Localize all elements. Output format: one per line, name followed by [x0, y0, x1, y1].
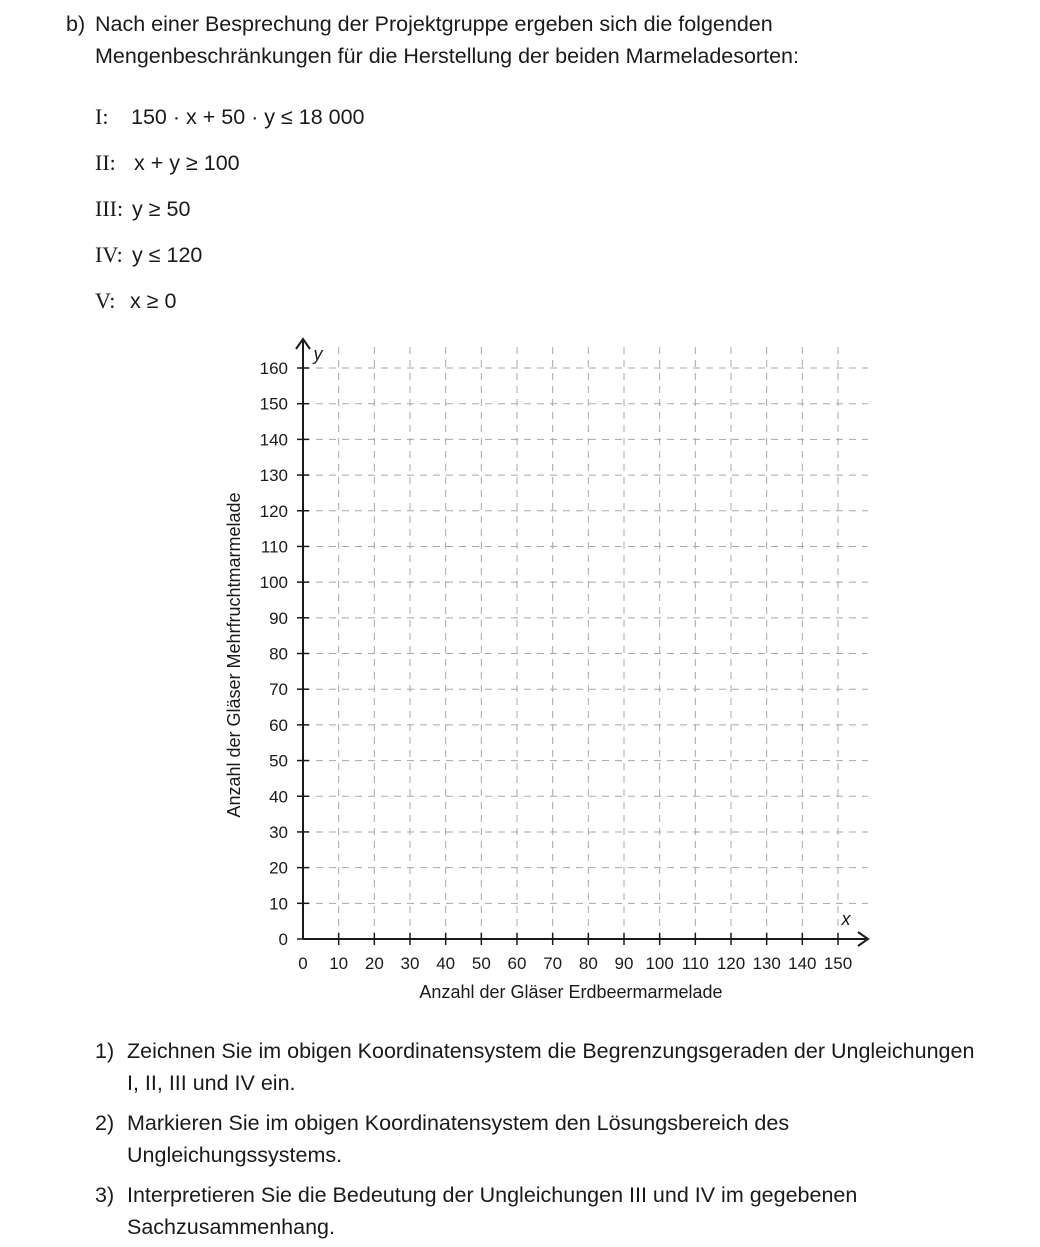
- grid-lines: [303, 342, 868, 939]
- x-tick-label: 50: [471, 954, 491, 973]
- y-tick-label: 80: [269, 644, 288, 664]
- task-number: 3): [95, 1183, 115, 1207]
- inequality-label: V:: [95, 288, 116, 313]
- x-tick-label: 10: [329, 954, 349, 973]
- y-tick-label: 130: [259, 466, 288, 486]
- inequality-expression: 150 · x + 50 · y ≤ 18 000: [131, 105, 365, 129]
- y-tick-label: 150: [259, 394, 288, 414]
- x-axis-name: x: [841, 909, 851, 929]
- y-tick-label: 60: [269, 715, 288, 735]
- y-tick-label: 70: [269, 680, 288, 700]
- x-axis-label: Anzahl der Gläser Erdbeermarmelade: [419, 982, 723, 1002]
- y-tick-label: 0: [278, 930, 288, 949]
- x-tick-label: 150: [823, 954, 853, 973]
- task-text: Markieren Sie im obigen Koordinatensystem den Lösungsbereich des Ungleichungssystems.: [127, 1111, 790, 1167]
- axes: [296, 339, 868, 946]
- y-tick-label: 20: [269, 858, 288, 878]
- task-3: [95, 1179, 985, 1243]
- x-tick-label: 80: [578, 954, 598, 973]
- y-tick-label: 90: [269, 608, 288, 628]
- task-2: [95, 1107, 985, 1171]
- x-tick-label: 110: [681, 954, 709, 973]
- y-tick-label: 110: [260, 537, 288, 557]
- x-tick-label: 140: [788, 954, 817, 973]
- ticks: [260, 359, 853, 973]
- y-tick-label: 30: [269, 822, 288, 842]
- y-tick-label: 140: [259, 430, 288, 450]
- x-tick-label: 20: [364, 954, 384, 973]
- inequality-expression: y ≤ 120: [132, 243, 203, 267]
- inequality-label: IV:: [95, 242, 123, 267]
- x-tick-label: 120: [716, 954, 746, 973]
- x-tick-label: 90: [614, 954, 634, 973]
- inequality-label: III:: [95, 196, 124, 221]
- y-tick-label: 40: [269, 787, 288, 807]
- task-text: Interpretieren Sie die Bedeutung der Ungleichungen III und IV im gegebenen Sachzusammenhang.: [127, 1183, 858, 1239]
- part-label: b): [66, 12, 86, 36]
- y-tick-label: 120: [259, 501, 288, 521]
- x-tick-label: 40: [436, 954, 456, 973]
- y-tick-label: 10: [269, 894, 288, 914]
- y-tick-label: 160: [259, 359, 288, 378]
- task-1: [95, 1035, 985, 1099]
- y-axis-name: y: [313, 344, 323, 364]
- inequality-expression: y ≥ 50: [132, 197, 191, 221]
- y-tick-label: 50: [269, 751, 288, 771]
- task-text: Zeichnen Sie im obigen Koordinatensystem die Begrenzungsgeraden der Ungleichungen I, II, III und IV ein.: [127, 1039, 975, 1095]
- task-number: 1): [95, 1039, 115, 1063]
- inequality-label: II:: [95, 150, 116, 175]
- task-number: 2): [95, 1111, 115, 1135]
- x-tick-label: 100: [645, 954, 674, 973]
- x-tick-label: 70: [543, 954, 563, 973]
- x-tick-label: 30: [400, 954, 420, 973]
- part-intro-text: Nach einer Besprechung der Projektgruppe ergeben sich die folgenden Mengenbeschränkungen für die Herstellung der beiden Marmeladesorten:: [95, 12, 799, 68]
- x-tick-label: 130: [752, 954, 781, 973]
- inequality-expression: x ≥ 0: [130, 289, 177, 313]
- y-axis-label: Anzahl der Gläser Mehrfruchtmarmelade: [224, 492, 244, 818]
- x-tick-label: 60: [507, 954, 527, 973]
- inequality-expression: x + y ≥ 100: [134, 151, 240, 175]
- x-tick-label: 0: [298, 954, 308, 973]
- inequality-label: I:: [95, 104, 109, 129]
- y-tick-label: 100: [259, 573, 288, 593]
